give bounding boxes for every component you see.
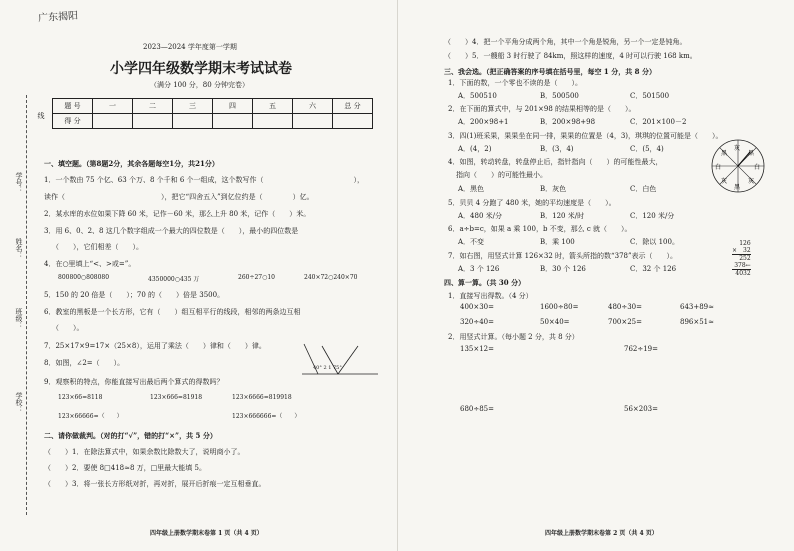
score-table-header: 总 分 (333, 99, 373, 114)
score-cell[interactable] (253, 114, 293, 129)
handwritten-note: 广东揭阳 (37, 10, 79, 25)
question-3b: （ ），它们相差（ ）。 (52, 243, 143, 251)
question-3a: 3．用 6、0、2、8 这几个数字组成一个最大的四位数是（ ），最小的四位数是 (44, 227, 299, 235)
spinner-figure (710, 138, 766, 194)
judge-2: （ ）2．要使 8□418≈8 万，□里最大能填 5。 (44, 464, 206, 472)
spinner-sector: 灰 (748, 178, 755, 185)
binding-line-label: 线 (37, 112, 45, 119)
choice-4-option-a: A．黑色 (458, 185, 485, 193)
question-7: 7．25×17×9=17×（25×8），运用了乘法（ ）律和（ ）律。 (44, 342, 266, 350)
section-4-heading: 四、算一算。（共 30 分） (444, 278, 526, 287)
vertical-calc-item: 56×203= (624, 405, 658, 413)
direct-calc-item: 1600÷80= (540, 303, 579, 311)
direct-calc-item: 480÷30= (608, 303, 642, 311)
question-4: 4．在○里填上“<、>或=”。 (44, 260, 136, 268)
spinner-sector: 黑 (748, 150, 755, 157)
vertical-calc-item: 680÷85= (460, 405, 494, 413)
school-year: 2023—2024 学年度第一学期 (143, 43, 237, 51)
score-cell[interactable] (93, 114, 133, 129)
choice-6-option-a: A．不变 (458, 238, 485, 246)
score-cell[interactable] (173, 114, 213, 129)
score-table-header: 二 (133, 99, 173, 114)
score-cell[interactable] (133, 114, 173, 129)
spinner-sector: 白 (715, 164, 722, 171)
question-2: 2．某水库的水位如果下降 60 米，记作－60 米，那么上升 80 米，记作（ ）米。 (44, 210, 311, 218)
choice-4a: 4．如图，转动转盘，转盘停止后，指针指向（ ）的可能性最大， (448, 158, 663, 166)
choice-5-option-b: B．120 米/时 (540, 212, 585, 220)
score-cell[interactable] (213, 114, 253, 129)
question-1b-close: ）亿。 (292, 193, 314, 201)
choice-2-option-a: A．200×98+1 (458, 118, 509, 126)
compare-item-4: 240×72○240×70 (304, 274, 358, 281)
choice-1-option-a: A．500510 (458, 92, 497, 100)
score-table-header: 六 (293, 99, 333, 114)
question-1b (44, 192, 314, 202)
choice-6: 6．a÷b=c，如果 a 乘 100，b 不变，那么 c 就（ ）。 (448, 225, 632, 233)
spinner-sector: 灰 (721, 178, 728, 185)
choice-2-option-b: B．200×98+98 (540, 118, 596, 126)
page-divider (397, 0, 398, 551)
question-1a-text: 1．一个数由 75 个亿、63 个万、8 个千和 6 个一组成，这个数写作（ (44, 176, 264, 184)
angle-figure (300, 340, 380, 380)
question-1a (44, 175, 364, 185)
compare-item-3: 260÷27○10 (238, 274, 275, 281)
judge-5: （ ）5．一艘船 3 时行驶了 84km，照这样的速度，4 时可以行驶 168 km。 (444, 52, 697, 60)
exam-subtitle: （满分 100 分，80 分钟完卷） (150, 81, 249, 89)
page-2-footer: 四年级上册数学期末卷第 2 页（共 4 页） (545, 530, 658, 537)
choice-3-option-c: C．(5，4) (630, 145, 664, 153)
section-2-heading: 二、请你做裁判。（对的打“√”，错的打“×”，共 5 分） (44, 431, 217, 440)
question-1b-mid: ），把它“四舍五入”到亿位约是（ (161, 193, 263, 201)
score-table-header: 三 (173, 99, 213, 114)
score-cell[interactable] (293, 114, 333, 129)
school-label: 学校： (15, 392, 23, 413)
choice-4b: 指向（ ）的可能性最小。 (456, 171, 547, 179)
page-1-footer: 四年级上册数学期末卷第 1 页（共 4 页） (150, 530, 263, 537)
judge-4: （ ）4．把一个平角分成两个角，其中一个角是锐角，另一个一定是钝角。 (444, 38, 687, 46)
choice-1-option-b: B．500500 (540, 92, 579, 100)
compare-item-2: 4350000○435 万 (148, 276, 200, 283)
section-1-heading: 一、填空题。（第8题2分，其余各题每空1分，共21分） (44, 159, 219, 168)
product-2: 123×666=81918 (150, 394, 203, 401)
judge-3: （ ）3．将一张长方形纸对折，再对折，展开后折痕一定互相垂直。 (44, 480, 266, 488)
choice-2: 2．在下面的算式中，与 201×98 的结果相等的是（ ）。 (448, 105, 636, 113)
choice-3-option-b: B．(3，4) (540, 145, 574, 153)
spinner-sector: 灰 (734, 145, 741, 152)
choice-4-option-b: B．灰色 (540, 185, 567, 193)
class-label: 班级： (15, 308, 23, 329)
choice-7: 7．如右图，用竖式计算 126×32 时，箭头所指的数“378”表示（ ）。 (448, 252, 678, 260)
direct-calc-item: 50×40= (540, 318, 570, 326)
vertical-calc-heading: 2．用竖式计算。（每小题 2 分，共 8 分） (448, 333, 579, 341)
choice-5-option-c: C．120 米/分 (630, 212, 675, 220)
choice-1: 1．下面的数，一个零也不读的是（ ）。 (448, 79, 582, 87)
direct-calc-item: 896×51≈ (680, 318, 714, 326)
score-table-header: 一 (93, 99, 133, 114)
compare-item-1: 800800○808080 (58, 274, 110, 281)
direct-calc-item: 700×25= (608, 318, 642, 326)
score-table-header: 五 (253, 99, 293, 114)
vertical-calc (732, 240, 751, 277)
vertical-calc-line: × 32 (732, 247, 751, 254)
score-table (52, 98, 373, 129)
question-5: 5．150 的 20 倍是（ ）；70 的（ ）倍是 3500。 (44, 291, 225, 299)
binding-line (26, 95, 27, 515)
name-label: 姓名： (15, 238, 23, 259)
choice-7-option-a: A．3 个 126 (458, 265, 500, 273)
direct-calc-item: 400×30= (460, 303, 494, 311)
choice-4-option-c: C．白色 (630, 185, 657, 193)
question-8: 8．如图，∠2=（ ）。 (44, 359, 125, 367)
choice-3-option-a: A．(4，2) (458, 145, 492, 153)
question-1a-close: ）， (353, 176, 365, 184)
student-number-label: 学号： (15, 172, 23, 193)
direct-calc-heading: 1．直接写出得数。（4 分） (448, 292, 533, 300)
choice-3: 3．四(1)班采果，果果坐在同一排，果果的位置是（4，3)，琪琪的位置可能是（ ）。 (448, 132, 723, 140)
question-1b-text: 读作（ (44, 193, 65, 201)
choice-5: 5．贝贝 4 分跑了 480 米，她的平均速度是（ ）。 (448, 199, 616, 207)
choice-6-option-c: C．除以 100。 (630, 238, 679, 246)
spinner-sector: 白 (754, 164, 761, 171)
angle-label: 40° 2 1 75° (313, 365, 342, 371)
choice-7-option-c: C．32 个 126 (630, 265, 677, 273)
question-6b: （ ）。 (52, 324, 84, 332)
score-table-header: 四 (213, 99, 253, 114)
exam-title: 小学四年级数学期末考试试卷 (110, 61, 292, 77)
score-row-label: 得 分 (53, 114, 93, 129)
product-1: 123×66=8118 (58, 394, 103, 401)
vertical-calc-line: 378← (732, 262, 751, 270)
vertical-calc-item: 762÷19= (624, 345, 658, 353)
spinner-sector: 黑 (721, 150, 728, 157)
spinner-sector: 黑 (734, 184, 741, 191)
product-4: 123×66666=（ ） (58, 413, 123, 420)
choice-2-option-c: C．201×100－2 (630, 118, 687, 126)
question-9: 9．观察积的特点，你能直接写出最后两个算式的得数吗？ (44, 378, 224, 386)
judge-1: （ ）1．在除法算式中，如果余数比除数大了，说明商小了。 (44, 448, 245, 456)
section-3-heading: 三、我会选。（把正确答案的序号填在括号里，每空 1 分，共 8 分） (444, 67, 656, 76)
vertical-calc-item: 135×12= (460, 345, 494, 353)
vertical-calc-line: 4032 (735, 270, 751, 277)
question-6a: 6．教室的黑板是一个长方形，它有（ ）组互相平行的线段，相邻的两条边互相 (44, 308, 301, 316)
score-cell[interactable] (333, 114, 373, 129)
product-5: 123×666666=（ ） (232, 413, 301, 420)
product-3: 123×6666=819918 (232, 394, 292, 401)
score-table-header: 题 号 (53, 99, 93, 114)
choice-5-option-a: A．480 米/分 (458, 212, 502, 220)
choice-6-option-b: B．乘 100 (540, 238, 575, 246)
direct-calc-item: 320÷40= (460, 318, 494, 326)
choice-7-option-b: B．30 个 126 (540, 265, 586, 273)
direct-calc-item: 643+89≈ (680, 303, 714, 311)
choice-1-option-c: C．501500 (630, 92, 670, 100)
vertical-calc-line: 126 (739, 240, 751, 247)
vertical-calc-line: 252 (739, 255, 751, 262)
